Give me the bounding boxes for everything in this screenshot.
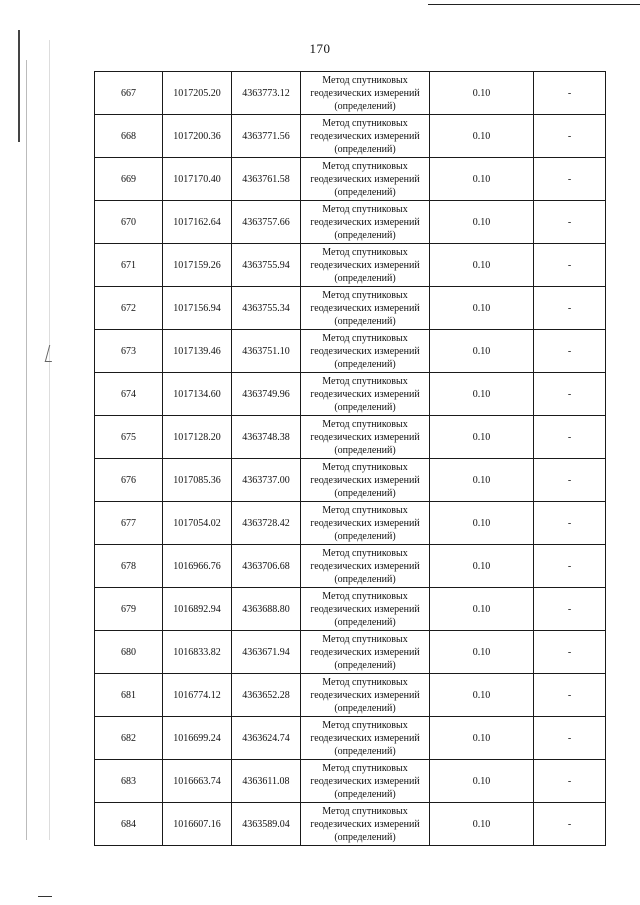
table-row bbox=[95, 330, 606, 373]
note-cell: - bbox=[534, 287, 606, 330]
method-line: геодезических измерений bbox=[310, 87, 420, 99]
y-coordinate-cell: 4363751.10 bbox=[232, 330, 301, 373]
accuracy-cell: 0.10 bbox=[430, 760, 534, 803]
y-coordinate-cell: 4363749.96 bbox=[232, 373, 301, 416]
y-coordinate-cell: 4363611.08 bbox=[232, 760, 301, 803]
point-number-cell: 678 bbox=[95, 545, 163, 588]
point-number-cell: 679 bbox=[95, 588, 163, 631]
method-line: Метод спутниковых bbox=[322, 461, 408, 473]
y-coordinate-cell: 4363706.68 bbox=[232, 545, 301, 588]
table-row bbox=[95, 287, 606, 330]
note-cell: - bbox=[534, 545, 606, 588]
x-coordinate-cell: 1017170.40 bbox=[163, 158, 232, 201]
y-coordinate-cell: 4363728.42 bbox=[232, 502, 301, 545]
method-line: Метод спутниковых bbox=[322, 117, 408, 129]
y-coordinate-cell: 4363755.34 bbox=[232, 287, 301, 330]
method-line: (определений) bbox=[334, 702, 396, 714]
accuracy-cell: 0.10 bbox=[430, 158, 534, 201]
method-line: (определений) bbox=[334, 616, 396, 628]
table-row bbox=[95, 502, 606, 545]
accuracy-cell: 0.10 bbox=[430, 459, 534, 502]
point-number-cell: 669 bbox=[95, 158, 163, 201]
method-line: геодезических измерений bbox=[310, 431, 420, 443]
accuracy-cell: 0.10 bbox=[430, 244, 534, 287]
method-line: (определений) bbox=[334, 358, 396, 370]
method-line: (определений) bbox=[334, 315, 396, 327]
table-row bbox=[95, 760, 606, 803]
point-number-cell: 668 bbox=[95, 115, 163, 158]
method-line: Метод спутниковых bbox=[322, 504, 408, 516]
method-line: (определений) bbox=[334, 831, 396, 843]
method-cell bbox=[301, 330, 430, 373]
accuracy-cell: 0.10 bbox=[430, 588, 534, 631]
table-row bbox=[95, 158, 606, 201]
method-line: геодезических измерений bbox=[310, 517, 420, 529]
note-cell: - bbox=[534, 330, 606, 373]
point-number-cell: 677 bbox=[95, 502, 163, 545]
scan-artifact-foot-rule bbox=[38, 896, 52, 897]
table-row bbox=[95, 373, 606, 416]
method-line: (определений) bbox=[334, 487, 396, 499]
method-line: геодезических измерений bbox=[310, 732, 420, 744]
x-coordinate-cell: 1017085.36 bbox=[163, 459, 232, 502]
note-cell: - bbox=[534, 717, 606, 760]
x-coordinate-cell: 1016966.76 bbox=[163, 545, 232, 588]
point-number-cell: 676 bbox=[95, 459, 163, 502]
note-cell: - bbox=[534, 373, 606, 416]
accuracy-cell: 0.10 bbox=[430, 674, 534, 717]
x-coordinate-cell: 1017159.26 bbox=[163, 244, 232, 287]
point-number-cell: 680 bbox=[95, 631, 163, 674]
method-cell bbox=[301, 631, 430, 674]
table-row bbox=[95, 545, 606, 588]
table-row bbox=[95, 201, 606, 244]
scan-artifact-top-rule bbox=[428, 4, 640, 5]
method-line: Метод спутниковых bbox=[322, 719, 408, 731]
x-coordinate-cell: 1017156.94 bbox=[163, 287, 232, 330]
method-line: геодезических измерений bbox=[310, 216, 420, 228]
accuracy-cell: 0.10 bbox=[430, 201, 534, 244]
note-cell: - bbox=[534, 760, 606, 803]
point-number-cell: 671 bbox=[95, 244, 163, 287]
y-coordinate-cell: 4363755.94 bbox=[232, 244, 301, 287]
scan-artifact-mark bbox=[45, 345, 57, 362]
table-row bbox=[95, 717, 606, 760]
method-line: Метод спутниковых bbox=[322, 74, 408, 86]
note-cell: - bbox=[534, 588, 606, 631]
page-number: 170 bbox=[309, 41, 331, 56]
accuracy-cell: 0.10 bbox=[430, 803, 534, 846]
y-coordinate-cell: 4363652.28 bbox=[232, 674, 301, 717]
point-number-cell: 683 bbox=[95, 760, 163, 803]
note-cell: - bbox=[534, 502, 606, 545]
method-line: Метод спутниковых bbox=[322, 160, 408, 172]
method-line: (определений) bbox=[334, 444, 396, 456]
method-cell bbox=[301, 158, 430, 201]
y-coordinate-cell: 4363688.80 bbox=[232, 588, 301, 631]
method-cell bbox=[301, 760, 430, 803]
note-cell: - bbox=[534, 158, 606, 201]
method-line: геодезических измерений bbox=[310, 173, 420, 185]
method-line: геодезических измерений bbox=[310, 259, 420, 271]
method-line: (определений) bbox=[334, 745, 396, 757]
coordinates-table bbox=[94, 71, 606, 846]
method-cell bbox=[301, 674, 430, 717]
method-line: геодезических измерений bbox=[310, 302, 420, 314]
scan-artifact-margin-line bbox=[26, 60, 27, 840]
scan-artifact-margin-line-faint bbox=[49, 40, 50, 840]
method-line: Метод спутниковых bbox=[322, 633, 408, 645]
note-cell: - bbox=[534, 201, 606, 244]
method-line: Метод спутниковых bbox=[322, 289, 408, 301]
note-cell: - bbox=[534, 459, 606, 502]
method-line: геодезических измерений bbox=[310, 775, 420, 787]
x-coordinate-cell: 1016833.82 bbox=[163, 631, 232, 674]
x-coordinate-cell: 1016774.12 bbox=[163, 674, 232, 717]
method-line: (определений) bbox=[334, 530, 396, 542]
method-cell bbox=[301, 803, 430, 846]
coordinates-table-body bbox=[95, 72, 606, 846]
table-row bbox=[95, 115, 606, 158]
method-line: (определений) bbox=[334, 229, 396, 241]
method-line: геодезических измерений bbox=[310, 689, 420, 701]
y-coordinate-cell: 4363757.66 bbox=[232, 201, 301, 244]
point-number-cell: 681 bbox=[95, 674, 163, 717]
method-cell bbox=[301, 115, 430, 158]
accuracy-cell: 0.10 bbox=[430, 416, 534, 459]
x-coordinate-cell: 1017134.60 bbox=[163, 373, 232, 416]
note-cell: - bbox=[534, 803, 606, 846]
y-coordinate-cell: 4363671.94 bbox=[232, 631, 301, 674]
table-row bbox=[95, 72, 606, 115]
point-number-cell: 673 bbox=[95, 330, 163, 373]
accuracy-cell: 0.10 bbox=[430, 115, 534, 158]
table-row bbox=[95, 459, 606, 502]
x-coordinate-cell: 1016607.16 bbox=[163, 803, 232, 846]
y-coordinate-cell: 4363737.00 bbox=[232, 459, 301, 502]
x-coordinate-cell: 1016892.94 bbox=[163, 588, 232, 631]
method-line: (определений) bbox=[334, 788, 396, 800]
method-line: (определений) bbox=[334, 659, 396, 671]
accuracy-cell: 0.10 bbox=[430, 631, 534, 674]
method-line: Метод спутниковых bbox=[322, 332, 408, 344]
x-coordinate-cell: 1017200.36 bbox=[163, 115, 232, 158]
method-line: (определений) bbox=[334, 272, 396, 284]
y-coordinate-cell: 4363771.56 bbox=[232, 115, 301, 158]
accuracy-cell: 0.10 bbox=[430, 545, 534, 588]
method-line: геодезических измерений bbox=[310, 818, 420, 830]
method-line: Метод спутниковых bbox=[322, 805, 408, 817]
x-coordinate-cell: 1017162.64 bbox=[163, 201, 232, 244]
method-line: геодезических измерений bbox=[310, 603, 420, 615]
method-cell bbox=[301, 287, 430, 330]
y-coordinate-cell: 4363748.38 bbox=[232, 416, 301, 459]
point-number-cell: 674 bbox=[95, 373, 163, 416]
method-line: (определений) bbox=[334, 401, 396, 413]
point-number-cell: 672 bbox=[95, 287, 163, 330]
y-coordinate-cell: 4363773.12 bbox=[232, 72, 301, 115]
method-line: геодезических измерений bbox=[310, 345, 420, 357]
method-line: геодезических измерений bbox=[310, 388, 420, 400]
point-number-cell: 675 bbox=[95, 416, 163, 459]
x-coordinate-cell: 1017139.46 bbox=[163, 330, 232, 373]
y-coordinate-cell: 4363761.58 bbox=[232, 158, 301, 201]
method-line: Метод спутниковых bbox=[322, 375, 408, 387]
method-line: Метод спутниковых bbox=[322, 676, 408, 688]
point-number-cell: 682 bbox=[95, 717, 163, 760]
note-cell: - bbox=[534, 674, 606, 717]
accuracy-cell: 0.10 bbox=[430, 502, 534, 545]
y-coordinate-cell: 4363589.04 bbox=[232, 803, 301, 846]
method-cell bbox=[301, 545, 430, 588]
method-line: Метод спутниковых bbox=[322, 547, 408, 559]
method-cell bbox=[301, 502, 430, 545]
method-line: (определений) bbox=[334, 143, 396, 155]
note-cell: - bbox=[534, 416, 606, 459]
method-line: геодезических измерений bbox=[310, 646, 420, 658]
accuracy-cell: 0.10 bbox=[430, 373, 534, 416]
method-line: Метод спутниковых bbox=[322, 246, 408, 258]
table-row bbox=[95, 416, 606, 459]
method-cell bbox=[301, 201, 430, 244]
method-cell bbox=[301, 72, 430, 115]
x-coordinate-cell: 1017128.20 bbox=[163, 416, 232, 459]
method-line: Метод спутниковых bbox=[322, 590, 408, 602]
x-coordinate-cell: 1016663.74 bbox=[163, 760, 232, 803]
note-cell: - bbox=[534, 72, 606, 115]
x-coordinate-cell: 1016699.24 bbox=[163, 717, 232, 760]
method-line: (определений) bbox=[334, 100, 396, 112]
table-row bbox=[95, 588, 606, 631]
point-number-cell: 667 bbox=[95, 72, 163, 115]
point-number-cell: 670 bbox=[95, 201, 163, 244]
method-cell bbox=[301, 244, 430, 287]
method-cell bbox=[301, 717, 430, 760]
accuracy-cell: 0.10 bbox=[430, 72, 534, 115]
table-row bbox=[95, 674, 606, 717]
method-cell bbox=[301, 416, 430, 459]
method-line: геодезических измерений bbox=[310, 130, 420, 142]
method-cell bbox=[301, 588, 430, 631]
method-line: (определений) bbox=[334, 573, 396, 585]
accuracy-cell: 0.10 bbox=[430, 330, 534, 373]
x-coordinate-cell: 1017054.02 bbox=[163, 502, 232, 545]
method-line: Метод спутниковых bbox=[322, 418, 408, 430]
point-number-cell: 684 bbox=[95, 803, 163, 846]
accuracy-cell: 0.10 bbox=[430, 287, 534, 330]
accuracy-cell: 0.10 bbox=[430, 717, 534, 760]
x-coordinate-cell: 1017205.20 bbox=[163, 72, 232, 115]
method-cell bbox=[301, 459, 430, 502]
note-cell: - bbox=[534, 631, 606, 674]
method-line: Метод спутниковых bbox=[322, 762, 408, 774]
method-cell bbox=[301, 373, 430, 416]
y-coordinate-cell: 4363624.74 bbox=[232, 717, 301, 760]
note-cell: - bbox=[534, 115, 606, 158]
table-row bbox=[95, 631, 606, 674]
note-cell: - bbox=[534, 244, 606, 287]
table-row bbox=[95, 803, 606, 846]
method-line: геодезических измерений bbox=[310, 474, 420, 486]
method-line: (определений) bbox=[334, 186, 396, 198]
method-line: геодезических измерений bbox=[310, 560, 420, 572]
table-row bbox=[95, 244, 606, 287]
method-line: Метод спутниковых bbox=[322, 203, 408, 215]
